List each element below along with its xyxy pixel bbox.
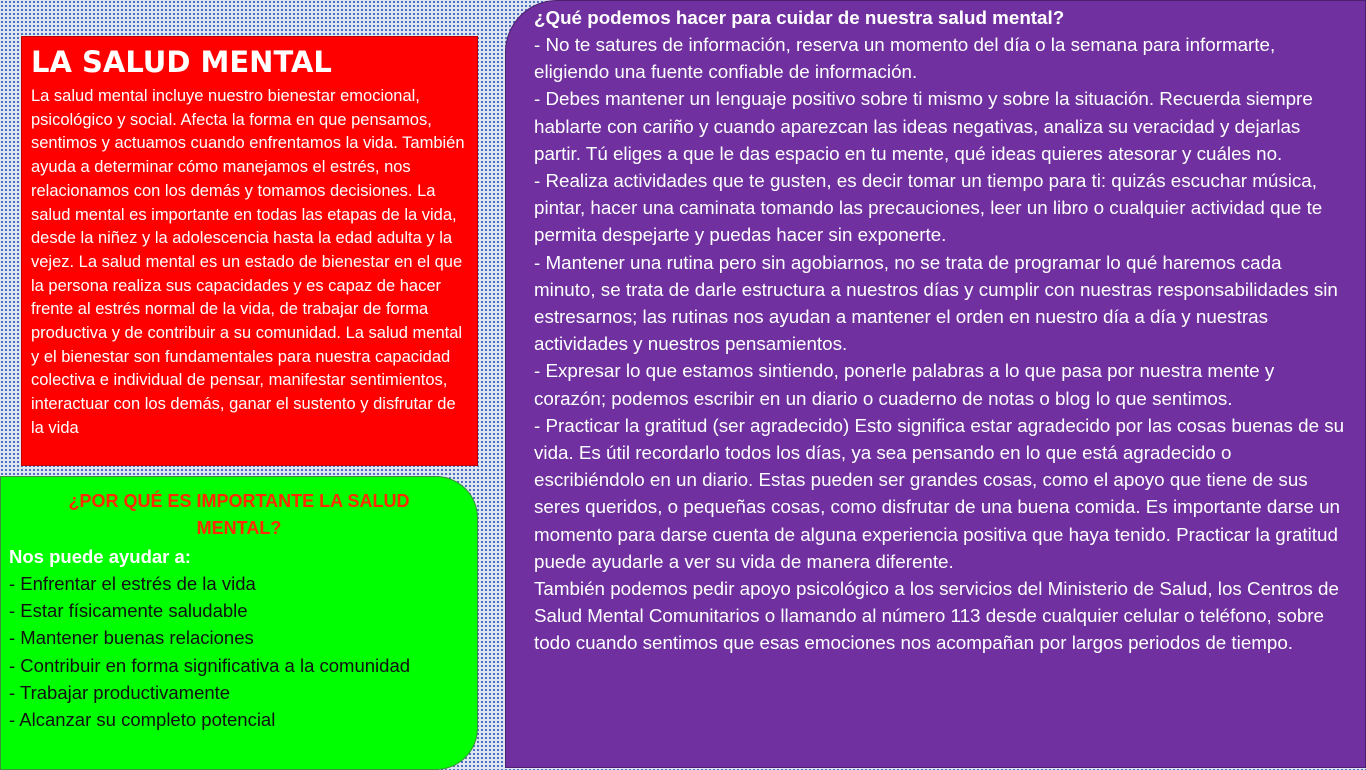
importance-intro: Nos puede ayudar a:	[9, 546, 191, 567]
importance-list	[9, 570, 469, 733]
mental-health-definition-panel	[21, 36, 478, 466]
tip-paragraph: - Expresar lo que estamos sintiendo, ponerle palabras a lo que pasa por nuestra mente y corazón; podemos escribir en un diario o cuaderno de notas o blog lo que sentimos.	[534, 360, 1275, 409]
tip-paragraph: - No te satures de información, reserva un momento del día o la semana para informarte, eligiendo una fuente confiable de información.	[534, 34, 1276, 83]
support-paragraph: También podemos pedir apoyo psicológico a los servicios del Ministerio de Salud, los Centros de Salud Mental Comunitarios o llamando al número 113 desde cualquier celular o teléfono, sobre todo cuando sentimos que esas emociones nos acompañan por largos periodos de tiempo.	[534, 578, 1339, 654]
list-item: - Alcanzar su completo potencial	[9, 709, 276, 731]
list-item: - Contribuir en forma significativa a la comunidad	[9, 654, 411, 676]
list-item: - Trabajar productivamente	[9, 681, 231, 703]
tip-paragraph: - Debes mantener un lenguaje positivo sobre ti mismo y sobre la situación. Recuerda siempre hablarte con cariño y cuando aparezcan las ideas negativas, analiza su veracidad y dejarlas partir. Tú eliges a que le das espacio en tu mente, qué ideas quieres atesorar y cuáles no.	[534, 88, 1313, 164]
list-item: - Estar físicamente saludable	[9, 600, 248, 622]
importance-panel	[0, 476, 478, 770]
tip-paragraph: - Mantener una rutina pero sin agobiarnos, no se trata de programar lo qué haremos cada minuto, se trata de darle estructura a nuestros días y cumplir con nuestras responsabilidades sin estresarnos; las rutinas nos ayudan a mantener el orden en nuestro día a día y nuestras actividades y nuestros pensamientos.	[534, 251, 1338, 355]
list-item: - Mantener buenas relaciones	[9, 627, 254, 649]
care-tips-panel	[505, 0, 1366, 768]
care-tips-title: ¿Qué podemos hacer para cuidar de nuestra salud mental?	[534, 7, 1065, 28]
tip-paragraph: - Realiza actividades que te gusten, es decir tomar un tiempo para ti: quizás escuchar música, pintar, hacer una caminata tomando las precauciones, leer un libro o cualquier actividad que te permita despejarte y puedas hacer sin exponerte.	[534, 170, 1323, 246]
tip-paragraph: - Practicar la gratitud (ser agradecido) Esto significa estar agradecido por las cosas buenas de su vida. Es útil recordarlo todos los días, ya sea pensando en lo que está agradecido o escribiéndolo en un diario. Estas pueden ser grandes cosas, como el apoyo que tiene de sus seres queridos, o pequeñas cosas, como disfrutar de una buena comida. Es importante darse un momento para darse cuenta de alguna experiencia positiva que haya tenido. Practicar la gratitud puede ayudarle a ver su vida de manera diferente.	[534, 414, 1345, 572]
definition-text: La salud mental incluye nuestro bienestar emocional, psicológico y social. Afecta la forma en que pensamos, sentimos y actuamos cuando enfrentamos la vida. También ayuda a determinar cómo manejamos el estrés, nos relacionamos con los demás y tomamos decisiones. La salud mental es importante en todas las etapas de la vida, desde la niñez y la adolescencia hasta la edad adulta y la vejez. La salud mental es un estado de bienestar en el que la persona realiza sus capacidades y es capaz de hacer frente al estrés normal de la vida, de trabajar de forma productiva y de contribuir a su comunidad. La salud mental y el bienestar son fundamentales para nuestra capacidad colectiva e individual de pensar, manifestar sentimientos, interactuar con los demás, ganar el sustento y disfrutar de la vida	[31, 87, 465, 437]
importance-title: ¿POR QUÉ ES IMPORTANTE LA SALUD MENTAL?	[68, 491, 410, 538]
list-item: - Enfrentar el estrés de la vida	[9, 573, 256, 594]
panel-title: LA SALUD MENTAL	[31, 45, 332, 79]
